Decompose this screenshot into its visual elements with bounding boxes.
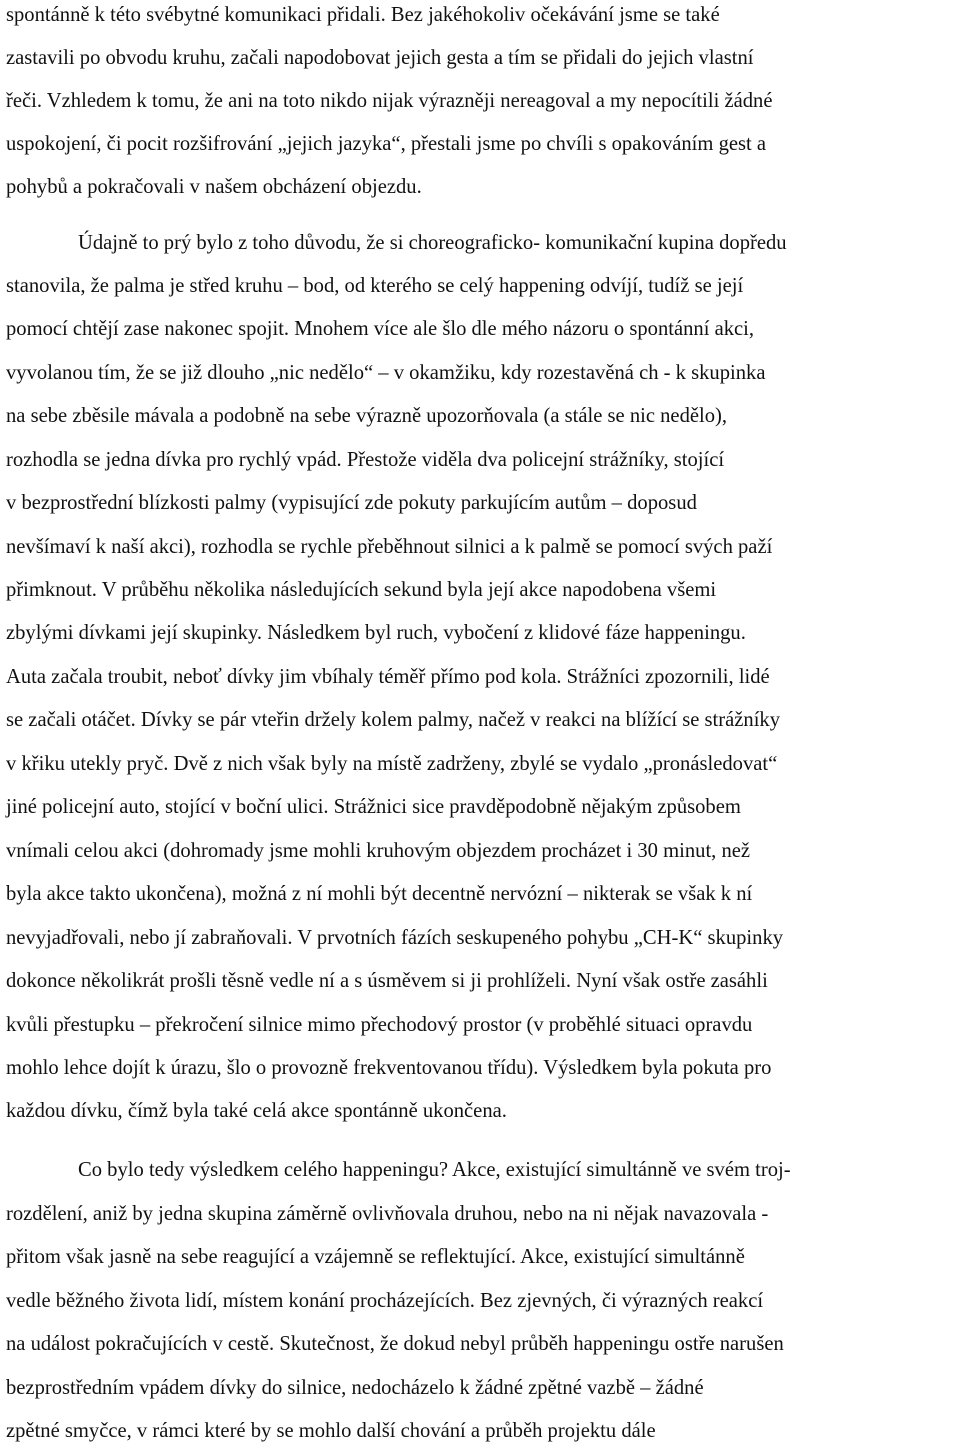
text-line: Údajně to prý bylo z toho důvodu, že si choreograficko- komunikační kupina dopředu bbox=[78, 232, 787, 254]
text-line: každou dívku, čímž byla také celá akce spontánně ukončena. bbox=[6, 1100, 507, 1122]
text-line: stanovila, že palma je střed kruhu – bod, od kterého se celý happening odvíjí, tudíž se její bbox=[6, 275, 744, 297]
text-line: Auta začala troubit, neboť dívky jim vbíhaly téměř přímo pod kola. Strážníci zpozornili, lidé bbox=[6, 666, 770, 688]
text-line: pohybů a pokračovali v našem obcházení objezdu. bbox=[6, 176, 422, 198]
text-line: řeči. Vzhledem k tomu, že ani na toto nikdo nijak výrazněji nereagoval a my nepocítili žádné bbox=[6, 90, 773, 112]
text-line: rozhodla se jedna dívka pro rychlý vpád. Přestože viděla dva policejní strážníky, stojící bbox=[6, 449, 725, 471]
text-line: v bezprostřední blízkosti palmy (vypisující zde pokuty parkujícím autům – doposud bbox=[6, 492, 697, 514]
text-line: na událost pokračujících v cestě. Skutečnost, že dokud nebyl průběh happeningu ostře narušen bbox=[6, 1333, 784, 1355]
text-line: vnímali celou akci (dohromady jsme mohli kruhovým objezdem procházet i 30 minut, než bbox=[6, 840, 751, 862]
text-line: jiné policejní auto, stojící v boční ulici. Strážnici sice pravděpodobně nějakým způsobem bbox=[6, 796, 741, 818]
text-line: dokonce několikrát prošli těsně vedle ní a s úsměvem si ji prohlíželi. Nyní však ostře zasáhli bbox=[6, 970, 768, 992]
text-line: na sebe zběsile mávala a podobně na sebe výrazně upozorňovala (a stále se nic nedělo), bbox=[6, 405, 728, 427]
text-line: přitom však jasně na sebe reagující a vzájemně se reflektující. Akce, existující simultánně bbox=[6, 1246, 745, 1268]
text-line: nevyjadřovali, nebo jí zabraňovali. V prvotních fázích seskupeného pohybu „CH-K“ skupinky bbox=[6, 927, 784, 949]
text-line: zbylými dívkami její skupinky. Následkem byl ruch, vybočení z klidové fáze happeningu. bbox=[6, 622, 746, 644]
text-line: zastavili po obvodu kruhu, začali napodobovat jejich gesta a tím se přidali do jejich vlastní bbox=[6, 47, 754, 69]
text-line: byla akce takto ukončena), možná z ní mohli být decentně nervózní – nikterak se však k ní bbox=[6, 883, 753, 905]
text-line: zpětné smyčce, v rámci které by se mohlo další chování a průběh projektu dále bbox=[6, 1420, 656, 1442]
text-line: přimknout. V průběhu několika následujících sekund byla její akce napodobena všemi bbox=[6, 579, 717, 601]
text-line: Co bylo tedy výsledkem celého happeningu? Akce, existující simultánně ve svém troj- bbox=[78, 1159, 791, 1181]
text-line: uspokojení, či pocit rozšifrování „jejich jazyka“, přestali jsme po chvíli s opakováním gest a bbox=[6, 133, 767, 155]
text-line: nevšímaví k naší akci), rozhodla se rychle přeběhnout silnici a k palmě se pomocí svých paží bbox=[6, 536, 773, 558]
text-line: kvůli přestupku – překročení silnice mimo přechodový prostor (v proběhlé situaci opravdu bbox=[6, 1014, 753, 1036]
text-line: vyvolanou tím, že se již dlouho „nic nedělo“ – v okamžiku, kdy rozestavěná ch - k skupinka bbox=[6, 362, 766, 384]
text-line: spontánně k této svébytné komunikaci přidali. Bez jakéhokoliv očekávání jsme se také bbox=[6, 4, 720, 26]
text-line: pomocí chtějí zase nakonec spojit. Mnohem více ale šlo dle mého názoru o spontánní akci, bbox=[6, 318, 755, 340]
text-line: bezprostředním vpádem dívky do silnice, nedocházelo k žádné zpětné vazbě – žádné bbox=[6, 1377, 704, 1399]
text-line: se začali otáčet. Dívky se pár vteřin držely kolem palmy, načež v reakci na blížící se strážníky bbox=[6, 709, 781, 731]
text-line: mohlo lehce dojít k úrazu, šlo o provozně frekventovanou třídu). Výsledkem byla pokuta pro bbox=[6, 1057, 772, 1079]
text-line: v křiku utekly pryč. Dvě z nich však byly na místě zadrženy, zbylé se vydalo „pronásledovat“ bbox=[6, 753, 778, 775]
text-line: vedle běžného života lidí, místem konání procházejících. Bez zjevných, či výrazných reakcí bbox=[6, 1290, 764, 1312]
text-line: rozdělení, aniž by jedna skupina záměrně ovlivňovala druhou, nebo na ni nějak navazovala - bbox=[6, 1203, 769, 1225]
